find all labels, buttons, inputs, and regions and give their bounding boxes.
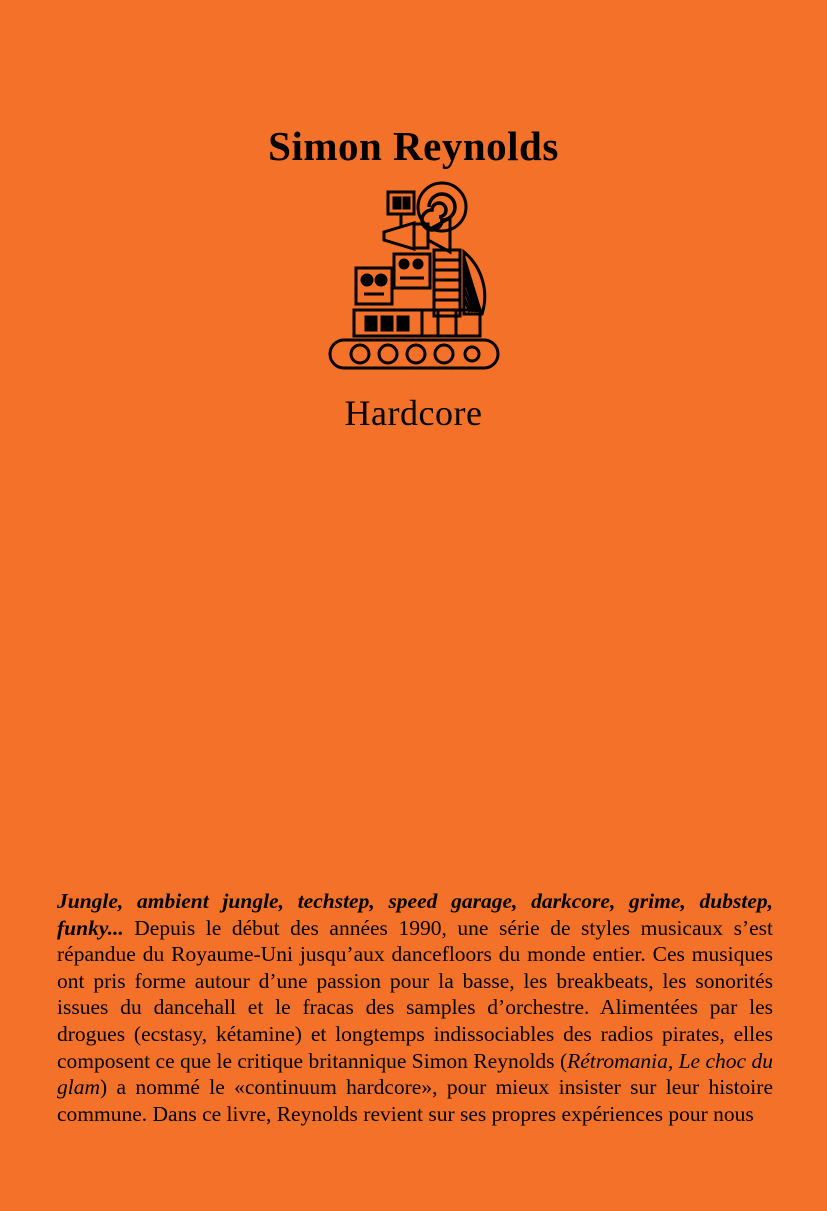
blurb-genres-italic: Jungle, ambient jungle, techstep, speed garage, darkcore, grime, dubstep, funky... bbox=[57, 889, 773, 940]
author-name: Simon Reynolds bbox=[268, 123, 559, 169]
book-title: Hardcore bbox=[344, 393, 483, 433]
blurb-cited-titles: Rétromania, Le choc du glam bbox=[57, 1048, 773, 1100]
robot-printing-press-logo-icon bbox=[326, 367, 501, 384]
blurb-body-2: ) a nommé le «continuum hardcore», pour mieux insister sur leur histoire commune. Dans ce livre, Reynolds revient sur ses propres expériences pour nous bbox=[57, 1075, 773, 1126]
publisher-logo bbox=[0, 180, 827, 385]
blurb-body-1: Depuis le début des années 1990, une série de styles musicaux s’est répandue du Royaume-Uni jusqu’aux dancefloors du monde entier. Ces musiques ont pris forme autour d’une passion pour la basse, les breakbeats, les sonorités issues du dancehall et le fracas des samples d’orchestre. Alimentées par les drogues (ecstasy, kétamine) et longtemps indissociables des radios pirates, elles composent ce que le critique britannique Simon Reynolds ( bbox=[57, 915, 773, 1073]
back-cover-blurb bbox=[57, 888, 773, 1127]
